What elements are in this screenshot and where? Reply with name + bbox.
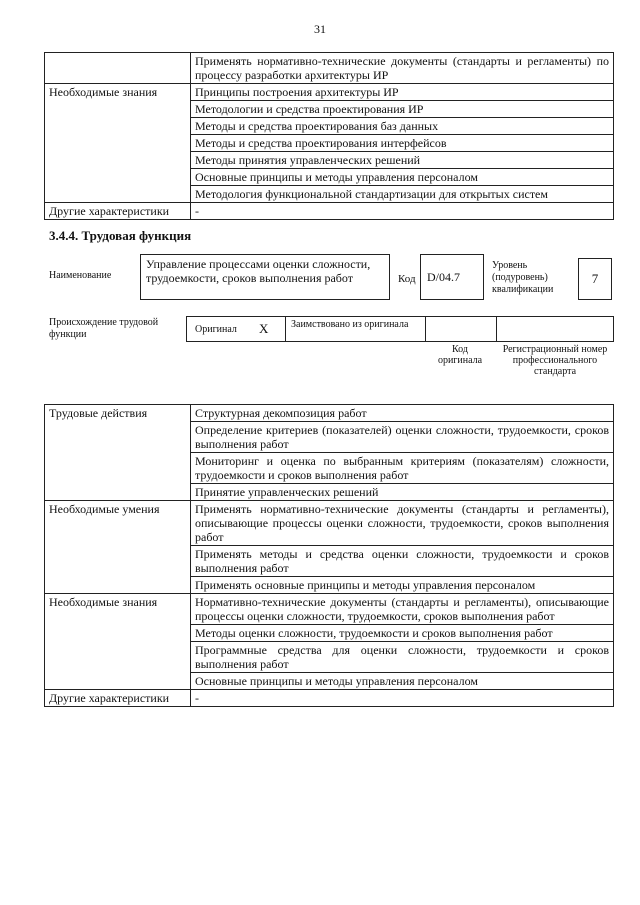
row-item: - (191, 690, 614, 707)
row-item: Принятие управленческих решений (191, 484, 614, 501)
row-item: Применять основные принципы и методы управления персоналом (191, 577, 614, 594)
page-number: 31 (314, 22, 326, 36)
table-row (45, 53, 614, 84)
original-cell (187, 317, 286, 341)
code-value-box (420, 254, 484, 300)
top-requirements-table (44, 52, 614, 220)
reg-number-caption: Регистрационный номер профессионального стандарта (502, 344, 608, 377)
table-row (45, 405, 614, 422)
name-value-box (140, 254, 390, 300)
row-item: Основные принципы и методы управления персоналом (191, 673, 614, 690)
row-item: Методы принятия управленческих решений (191, 152, 614, 169)
origin-label: Происхождение трудовой функции (49, 317, 159, 340)
level-value: 7 (591, 271, 599, 286)
row-item: Мониторинг и оценка по выбранным критериям (показателям) сложности, трудоемкости и сроков выполнения работ (191, 453, 614, 484)
name-label: Наименование (49, 270, 112, 281)
original-code-caption: Код оригинала (437, 344, 483, 366)
table-row (45, 690, 614, 707)
row-label-other: Другие характеристики (45, 690, 191, 707)
original-code-cell (425, 317, 497, 341)
table-row (45, 203, 614, 220)
row-item: Методологии и средства проектирования ИР (191, 101, 614, 118)
table-row (45, 84, 614, 101)
row-item: Структурная декомпозиция работ (191, 405, 614, 422)
row-item: Методы и средства проектирования баз данных (191, 118, 614, 135)
row-item: Определение критериев (показателей) оценки сложности, трудоемкости, сроков выполнения работ (191, 422, 614, 453)
row-label (45, 53, 191, 84)
function-details-table (44, 404, 614, 707)
table-row (45, 594, 614, 625)
row-item: - (191, 203, 614, 220)
row-item: Применять методы и средства оценки сложности, трудоемкости и сроков выполнения работ (191, 546, 614, 577)
row-label-knowledge: Необходимые знания (45, 594, 191, 690)
row-label-actions: Трудовые действия (45, 405, 191, 501)
row-item: Методология функциональной стандартизации для открытых систем (191, 186, 614, 203)
borrowed-label: Заимствовано из оригинала (291, 319, 409, 330)
level-label: Уровень (подуровень) квалификации (492, 260, 554, 295)
row-item: Основные принципы и методы управления персоналом (191, 169, 614, 186)
code-label: Код (398, 273, 416, 285)
row-label-knowledge: Необходимые знания (45, 84, 191, 203)
table-row (45, 501, 614, 546)
row-label-skills: Необходимые умения (45, 501, 191, 594)
original-label: Оригинал (195, 324, 237, 335)
origin-row (186, 316, 614, 342)
row-label-other: Другие характеристики (45, 203, 191, 220)
section-heading: 3.4.4. Трудовая функция (49, 228, 192, 243)
row-item: Применять нормативно-технические документы (стандарты и регламенты) по процессу разработки архитектуры ИР (191, 53, 614, 84)
original-mark: X (259, 321, 269, 336)
row-item: Нормативно-технические документы (стандарты и регламенты), описывающие процессы оценки сложности, трудоемкости, сроков выполнения работ (191, 594, 614, 625)
row-item: Методы оценки сложности, трудоемкости и сроков выполнения работ (191, 625, 614, 642)
row-item: Применять нормативно-технические документы (стандарты и регламенты), описывающие процессы оценки сложности, трудоемкости, сроков выполнения работ (191, 501, 614, 546)
row-item: Методы и средства проектирования интерфейсов (191, 135, 614, 152)
name-value: Управление процессами оценки сложности, трудоемкости, сроков выполнения работ (146, 257, 371, 285)
level-value-box (578, 258, 612, 300)
row-item: Программные средства для оценки сложности, трудоемкости и сроков выполнения работ (191, 642, 614, 673)
row-item: Принципы построения архитектуры ИР (191, 84, 614, 101)
code-value: D/04.7 (427, 270, 460, 284)
